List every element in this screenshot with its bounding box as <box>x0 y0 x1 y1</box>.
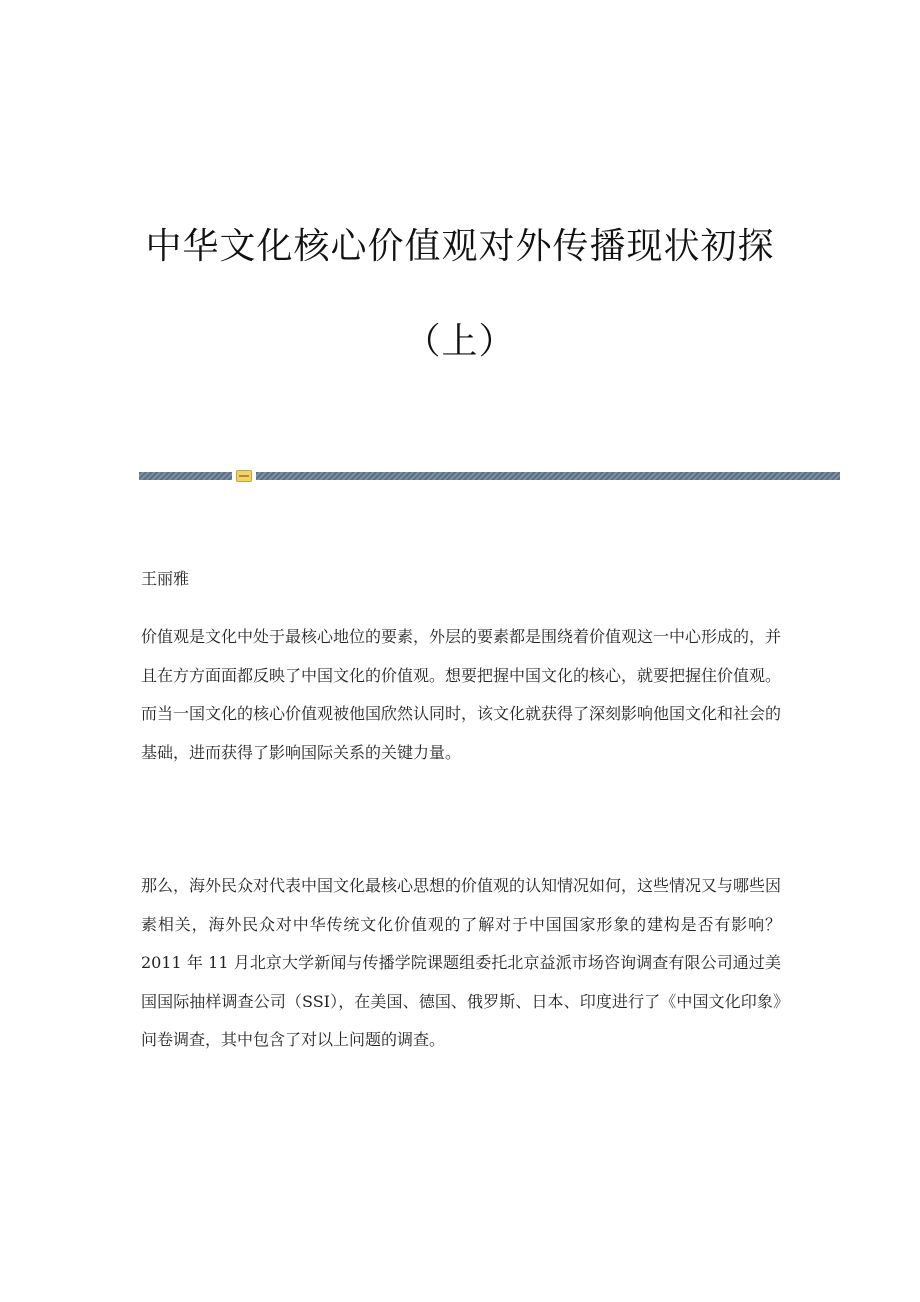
author-name: 王丽雅 <box>141 569 190 588</box>
divider-bar-left <box>139 472 232 480</box>
divider-bar-right <box>256 472 840 480</box>
body-paragraph-1: 价值观是文化中处于最核心地位的要素，外层的要素都是围绕着价值观这一中心形成的，并且在方方面面都反映了中国文化的价值观。想要把握中国文化的核心，就要把握住价值观。而当一国文化的核心价值观被他国欣然认同时，该文化就获得了深刻影响他国文化和社会的基础，进而获得了影响国际关系的关键力量。 <box>141 627 782 762</box>
document-title-line-2: （上） <box>404 321 516 362</box>
document-title-line-1: 中华文化核心价值观对外传播现状初探 <box>145 226 775 267</box>
title-divider <box>139 471 840 481</box>
divider-ornament-icon <box>236 470 252 482</box>
body-paragraph-2: 那么，海外民众对代表中国文化最核心思想的价值观的认知情况如何，这些情况又与哪些因素相关，海外民众对中华传统文化价值观的了解对于中国国家形象的建构是否有影响？2011 年 11 月北京大学新闻与传播学院课题组委托北京益派市场咨询调查有限公司通过美国国际抽样调查公司（SSI），在美国、德国、俄罗斯、日本、印度进行了《中国文化印象》问卷调查，其中包含了对以上问题的调查。 <box>141 876 782 1049</box>
